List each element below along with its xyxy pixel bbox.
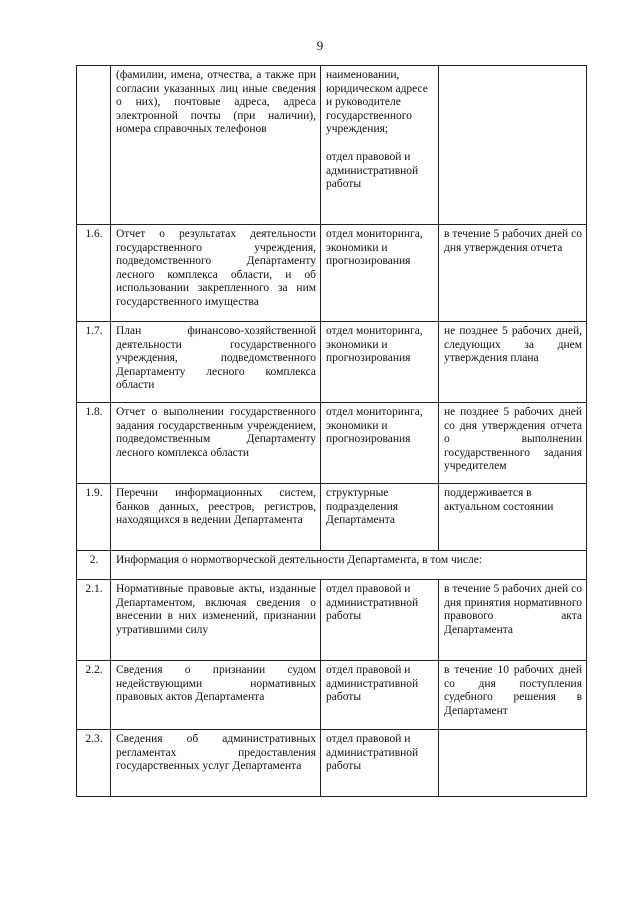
information-name: План финансово-хозяйственной деятельности государственного учреждения, подведомственного Департаменту лесного комплекса области	[111, 322, 321, 403]
responsible-department	[321, 66, 439, 225]
table-row	[77, 580, 587, 661]
department-name: отдел правовой и административной работы	[326, 150, 419, 191]
table-row	[77, 730, 587, 797]
table-row	[77, 484, 587, 551]
row-number: 1.6.	[77, 225, 111, 322]
table-row	[77, 66, 587, 225]
responsible-department: структурные подразделения Департамента	[321, 484, 439, 551]
information-name: Сведения об административных регламентах предоставления государственных услуг Департамента	[111, 730, 321, 797]
table-row	[77, 322, 587, 403]
information-name: Перечни информационных систем, банков данных, реестров, регистров, находящихся в ведении Департамента	[111, 484, 321, 551]
table-row	[77, 661, 587, 730]
section-number: 2.	[77, 551, 111, 580]
publication-term	[439, 730, 587, 797]
information-name: Отчет о результатах деятельности государственного учреждения, подведомственного Департаменту лесного комплекса области, и об использовании закрепленного за ним государственного имущества	[111, 225, 321, 322]
department-continuation: наименовании, юридическом адресе и руководителе государственного учреждения;	[326, 69, 428, 136]
responsible-department: отдел правовой и административной работы	[321, 730, 439, 797]
publication-term: в течение 10 рабочих дней со дня поступления судебного решения в Департамент	[439, 661, 587, 730]
information-name: Сведения о признании судом недействующими нормативных правовых актов Департамента	[111, 661, 321, 730]
publication-term: не позднее 5 рабочих дней со дня утверждения отчета о выполнении государственного задания учредителем	[439, 403, 587, 484]
publication-term: в течение 5 рабочих дней со дня принятия нормативного правового акта Департамента	[439, 580, 587, 661]
information-table	[76, 65, 587, 797]
publication-term	[439, 66, 587, 225]
row-number: 2.2.	[77, 661, 111, 730]
responsible-department: отдел мониторинга, экономики и прогнозирования	[321, 403, 439, 484]
responsible-department: отдел правовой и административной работы	[321, 661, 439, 730]
information-name: Нормативные правовые акты, изданные Департаментом, включая сведения о внесении в них изменений, признании утратившими силу	[111, 580, 321, 661]
publication-term: в течение 5 рабочих дней со дня утверждения отчета	[439, 225, 587, 322]
publication-term: поддерживается в актуальном состоянии	[439, 484, 587, 551]
publication-term: не позднее 5 рабочих дней, следующих за днем утверждения плана	[439, 322, 587, 403]
row-number: 2.1.	[77, 580, 111, 661]
row-number	[77, 66, 111, 225]
information-name: Отчет о выполнении государственного задания государственным учреждением, подведомственным Департаменту лесного комплекса области	[111, 403, 321, 484]
responsible-department: отдел мониторинга, экономики и прогнозирования	[321, 322, 439, 403]
information-name: (фамилии, имена, отчества, а также при согласии указанных лиц иные сведения о них), почтовые адреса, адреса электронной почты (при наличии), номера справочных телефонов	[111, 66, 321, 225]
row-number: 1.9.	[77, 484, 111, 551]
page-number: 9	[316, 38, 324, 53]
section-row	[77, 551, 587, 580]
responsible-department: отдел правовой и административной работы	[321, 580, 439, 661]
table-row	[77, 403, 587, 484]
table-row	[77, 225, 587, 322]
row-number: 2.3.	[77, 730, 111, 797]
responsible-department: отдел мониторинга, экономики и прогнозирования	[321, 225, 439, 322]
row-number: 1.8.	[77, 403, 111, 484]
row-number: 1.7.	[77, 322, 111, 403]
section-title: Информация о нормотворческой деятельности Департамента, в том числе:	[111, 551, 587, 580]
